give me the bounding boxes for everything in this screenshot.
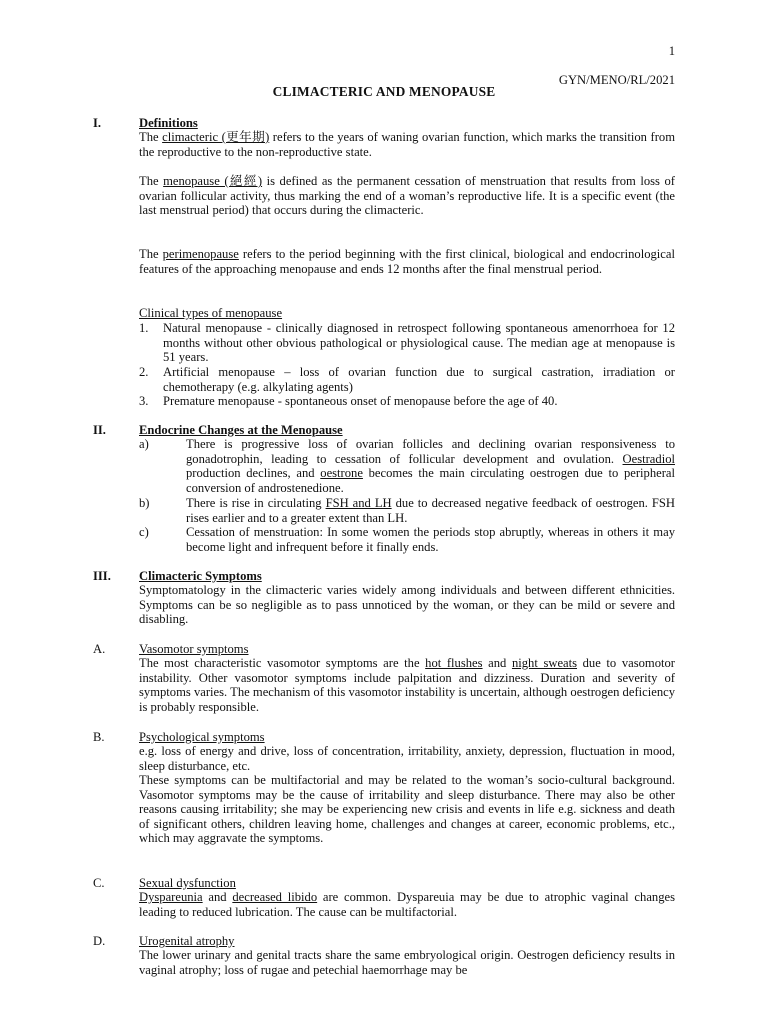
item-text [186,496,675,525]
urogenital-text: The lower urinary and genital tracts share the same embryological origin. Oestrogen deficiency results in vaginal atrophy; loss of rugae and petechial haemorrhage may be [139,948,675,977]
text: There is rise in circulating [186,496,326,510]
term-oestrone: oestrone [320,466,363,481]
subsection-marker: A. [93,642,106,656]
text: due to decreased negative feedback of oestrogen. FSH rises earlier and to a greater extent than LH. [186,496,675,525]
section-marker: III. [93,569,111,583]
text: refers to the years of waning ovarian function, which marks the transition from the reproductive to the non-reproductive state. [139,130,675,159]
section-heading-endocrine [93,423,675,438]
term-dyspareunia: Dyspareunia [139,890,203,904]
item-text: Cessation of menstruation: In some women the periods stop abruptly, whereas in others it may become light and infrequent before it finally ends. [186,525,675,554]
subsection-title: Vasomotor symptoms [139,642,249,656]
text: The [139,247,163,261]
item-number: 1. [139,321,149,335]
section-title: Endocrine Changes at the Menopause [139,423,343,437]
list-item [139,437,675,495]
text: is defined as the permanent cessation of menstruation that results from loss of ovarian follicular activity, thus marking the end of a woman’s reproductive life. It is a specific event (the last menstrual period) that occurs during the climacteric. [139,174,675,218]
subsection-heading-sexual [93,876,675,891]
item-number: 3. [139,394,149,408]
list-item [139,394,675,409]
term-night-sweats: night sweats [511,656,578,670]
psychological-examples: e.g. loss of energy and drive, loss of concentration, irritability, anxiety, depression, fluctuation in mood, sleep disturbance, etc. [139,744,675,773]
term-decreased-libido: decreased libido [232,890,318,904]
section-title: Climacteric Symptoms [139,569,262,583]
vasomotor-text [139,656,675,714]
text: and [202,890,233,904]
item-text [186,437,675,495]
section-marker: I. [93,116,102,130]
term-fsh-lh: FSH and LH [325,496,392,510]
text: production declines, and [186,466,321,481]
document-code: GYN/MENO/RL/2021 [558,73,675,87]
subsection-heading-vasomotor [93,642,675,657]
perimenopause-definition [139,247,675,276]
item-number: 2. [139,365,149,379]
term-perimenopause: perimenopause [162,247,239,261]
climacteric-definition [139,130,675,159]
item-text: Premature menopause - spontaneous onset of menopause before the age of 40. [163,394,558,408]
item-letter: a) [139,437,149,451]
subsection-marker: B. [93,730,105,744]
term-climacteric: climacteric (更年期) [162,130,270,144]
item-letter: c) [139,525,149,539]
list-item [139,365,675,394]
subsection-title: Urogenital atrophy [139,934,235,948]
term-oestradiol: Oestradiol [622,451,675,466]
subsection-marker: C. [93,876,105,890]
section-marker: II. [93,423,106,437]
subsection-title: Psychological symptoms [139,730,265,744]
text: due to vasomotor instability. Other vasomotor symptoms include palpitation and dizziness. Duration and severity of symptoms varies. The mechanism of this vasomotor instability is uncertain, although oestrogen deficiency is probably responsible. [139,656,675,714]
clinical-types-heading: Clinical types of menopause [139,306,283,320]
list-item [139,496,675,525]
section-heading-symptoms [93,569,675,584]
text: The [139,174,164,188]
page-title: CLIMACTERIC AND MENOPAUSE [272,84,496,99]
item-text: Artificial menopause – loss of ovarian function due to surgical castration, irradiation or chemotherapy (e.g. alkylating agents) [163,365,675,394]
section-title: Definitions [139,116,198,130]
symptoms-intro: Symptomatology in the climacteric varies widely among individuals and between different ethnicities. Symptoms can be so negligible as to pass unnoticed by the woman, or they can be mild or severe and disabling. [139,583,675,627]
list-item [139,525,675,554]
psychological-text: These symptoms can be multifactorial and may be related to the woman’s socio-cultural background. Vasomotor symptoms may be the cause of irritability and sleep disturbance. There may also be other reasons causing irritability; she may be experiencing new crisis and events in life e.g. sickness and death of significant others, children leaving home, challenges and changes at career, economic problems, etc., which may aggravate the symptoms. [139,773,675,846]
text: refers to the period beginning with the first clinical, biological and endocrinological features of the approaching menopause and ends 12 months after the final menstrual period. [139,247,675,276]
text: becomes the main circulating oestrogen due to peripheral conversion of androstenedione. [186,466,675,495]
text: There is progressive loss of ovarian follicles and declining ovarian responsiveness to gonadotrophin, leading to cessation of follicular development and ovulation. [186,437,675,466]
menopause-definition [139,174,675,218]
subsection-marker: D. [93,934,106,948]
list-item [139,321,675,365]
item-text: Natural menopause - clinically diagnosed in retrospect following spontaneous amenorrhoea for 12 months without other obvious pathological or physiological cause. The median age at menopause is 51 years. [163,321,675,365]
subsection-heading-psychological [93,730,675,745]
term-menopause: menopause (絕經) [163,174,263,188]
term-hot-flushes: hot flushes [425,656,483,670]
text: are common. Dyspareuia may be due to atrophic vaginal changes leading to reduced lubrication. The cause can be multifactorial. [139,890,675,919]
page-number: 1 [668,44,675,58]
sexual-dysfunction-text [139,890,675,919]
subsection-heading-urogenital [93,934,675,949]
item-letter: b) [139,496,150,510]
text: The [139,130,163,144]
text: The most characteristic vasomotor symptoms are the [139,656,426,670]
subsection-title: Sexual dysfunction [139,876,236,890]
section-heading-definitions [93,116,675,131]
text: and [482,656,512,670]
